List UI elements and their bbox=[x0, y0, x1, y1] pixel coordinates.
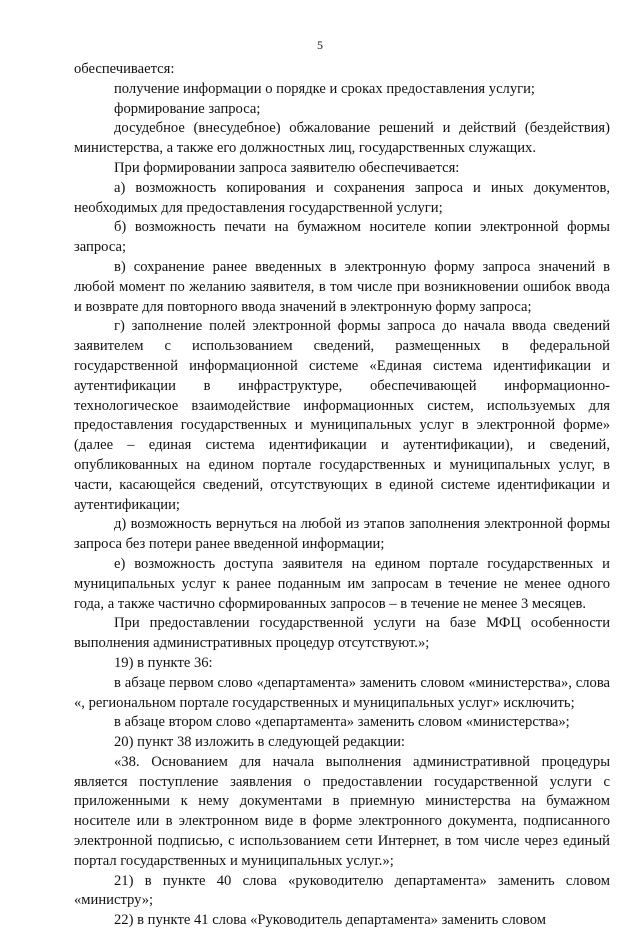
paragraph: 21) в пункте 40 слова «руководителю департамента» заменить словом «министру»; bbox=[74, 872, 610, 909]
page-number: 5 bbox=[317, 38, 323, 52]
paragraph: При предоставлении государственной услуги на базе МФЦ особенности выполнения административных процедур отсутствуют.»; bbox=[74, 615, 610, 652]
paragraph: 22) в пункте 41 слова «Руководитель департамента» заменить словом bbox=[114, 912, 546, 929]
paragraph: в) сохранение ранее введенных в электронную форму запроса значений в любой момент по желанию заявителя, в том числе при возникновении ошибок ввода и возврате для повторного ввода значений в электронную форму запроса; bbox=[74, 258, 610, 315]
paragraph: е) возможность доступа заявителя на едином портале государственных и муниципальных услуг к ранее поданным им запросам в течение не менее одного года, а также частично сформированных запросов – в течение не менее 3 месяцев. bbox=[74, 555, 610, 612]
document-body bbox=[74, 60, 610, 931]
paragraph: обеспечивается: bbox=[74, 61, 175, 77]
paragraph: При формировании запроса заявителю обеспечивается: bbox=[114, 159, 460, 176]
paragraph: б) возможность печати на бумажном носителе копии электронной формы запроса; bbox=[74, 219, 610, 256]
paragraph: получение информации о порядке и сроках предоставления услуги; bbox=[114, 80, 535, 97]
paragraph: 19) в пункте 36: bbox=[114, 654, 213, 671]
paragraph: в абзаце первом слово «департамента» заменить словом «министерства», слова «, региональном портале государственных и муниципальных услуг» исключить; bbox=[74, 674, 610, 711]
paragraph: г) заполнение полей электронной формы запроса до начала ввода сведений заявителем с использованием сведений, размещенных в федеральной государственной информационной системе «Единая система идентификации и аутентификации в инфраструктуре, обеспечивающей информационно-технологическое взаимодействие информационных систем, используемых для предоставления государственных и муниципальных услуг в электронной форме» (далее – единая система идентификации и аутентификации), и сведений, опубликованных на едином портале государственных и муниципальных услуг, в части, касающейся сведений, отсутствующих в единой системе идентификации и аутентификации; bbox=[74, 318, 610, 513]
paragraph: а) возможность копирования и сохранения запроса и иных документов, необходимых для предоставления государственной услуги; bbox=[74, 179, 610, 216]
paragraph: в абзаце втором слово «департамента» заменить словом «министерства»; bbox=[114, 714, 570, 731]
paragraph: д) возможность вернуться на любой из этапов заполнения электронной формы запроса без потери ранее введенной информации; bbox=[74, 516, 610, 553]
paragraph: «38. Основанием для начала выполнения административной процедуры является поступление заявления о предоставлении государственной услуги с приложенными к нему документами в приемную министерства на бумажном носителе или в электронном виде в форме электронного документа, подписанного электронной подписью, с использованием сети Интернет, в том числе через единый портал государственных и муниципальных услуг.»; bbox=[74, 753, 610, 869]
paragraph: 20) пункт 38 изложить в следующей редакции: bbox=[114, 734, 405, 751]
paragraph: формирование запроса; bbox=[114, 100, 261, 117]
paragraph: досудебное (внесудебное) обжалование решений и действий (бездействия) министерства, а также его должностных лиц, государственных служащих. bbox=[74, 120, 610, 157]
